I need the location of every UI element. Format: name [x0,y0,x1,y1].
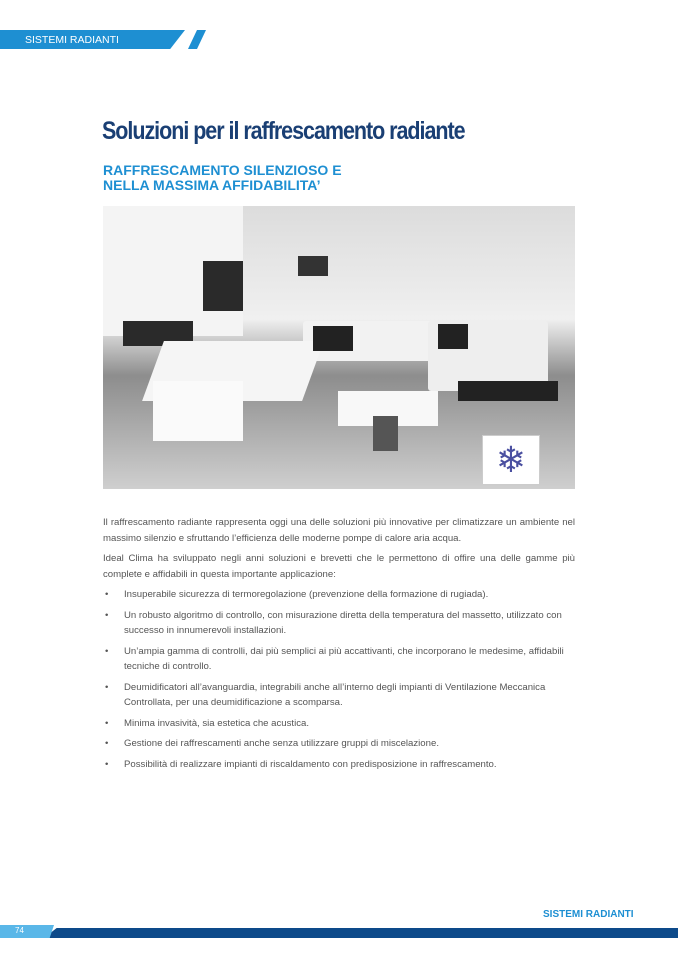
snowflake-icon: ❄ [482,435,540,485]
living-room-photo [103,206,575,489]
footer-bar [44,928,678,938]
list-item [103,680,575,711]
bullet-icon: • [105,738,109,749]
list-item-text: Deumidificatori all’avanguardia, integrabili anche all’interno degli impianti di Ventilazione Meccanica Controllata, per una deumidificazione a scomparsa. [124,681,546,708]
page-title: Soluzioni per il raffrescamento radiante [102,117,465,145]
subtitle-line: NELLA MASSIMA AFFIDABILITA’ [103,177,321,193]
bullet-icon: • [105,758,109,770]
bullet-icon: • [105,645,109,657]
list-item-text: Insuperabile sicurezza di termoregolazione (prevenzione della formazione di rugiada). [124,589,489,600]
bullet-icon: • [105,681,109,693]
list-item [103,757,575,773]
paragraph: Ideal Clima ha sviluppato negli anni soluzioni e brevetti che le permettono di offire una delle gamme più complete e affidabili in questa importante applicazione: [103,553,575,580]
list-item-text: Gestione dei raffrescamenti anche senza utilizzare gruppi di miscelazione. [124,738,439,749]
body-text [103,515,575,777]
list-item [103,716,575,732]
subtitle [103,163,342,193]
header-section-label: SISTEMI RADIANTI [25,34,119,46]
list-item [103,644,575,675]
list-item [103,736,575,752]
bullet-icon: • [105,609,109,621]
header-slash-decoration [188,30,206,49]
bullet-icon: • [105,717,109,729]
subtitle-line: RAFFRESCAMENTO SILENZIOSO E [103,162,342,178]
list-item-text: Minima invasività, sia estetica che acustica. [124,717,310,729]
list-item-text: Un’ampia gamma di controlli, dai più semplici ai più accattivanti, che incorporano le medesime, affidabili tecniche di controllo. [124,645,564,672]
paragraph: Il raffrescamento radiante rappresenta oggi una delle soluzioni più innovative per climatizzare un ambiente nel massimo silenzio e sfruttando l’efficienza delle moderne pompe di calore aria acqua. [103,517,575,544]
list-item [103,608,575,639]
list-item-text: Un robusto algoritmo di controllo, con misurazione diretta della temperatura del massetto, utilizzato con successo in innumerevoli installazioni. [124,609,562,636]
feature-list [103,587,575,772]
page-number: 74 [15,926,24,935]
list-item [103,587,575,603]
page-number-box [0,925,54,938]
list-item-text: Possibilità di realizzare impianti di riscaldamento con predisposizione in raffrescamento. [124,758,497,770]
bullet-icon: • [105,589,109,600]
footer-section-label: SISTEMI RADIANTI [543,909,634,920]
